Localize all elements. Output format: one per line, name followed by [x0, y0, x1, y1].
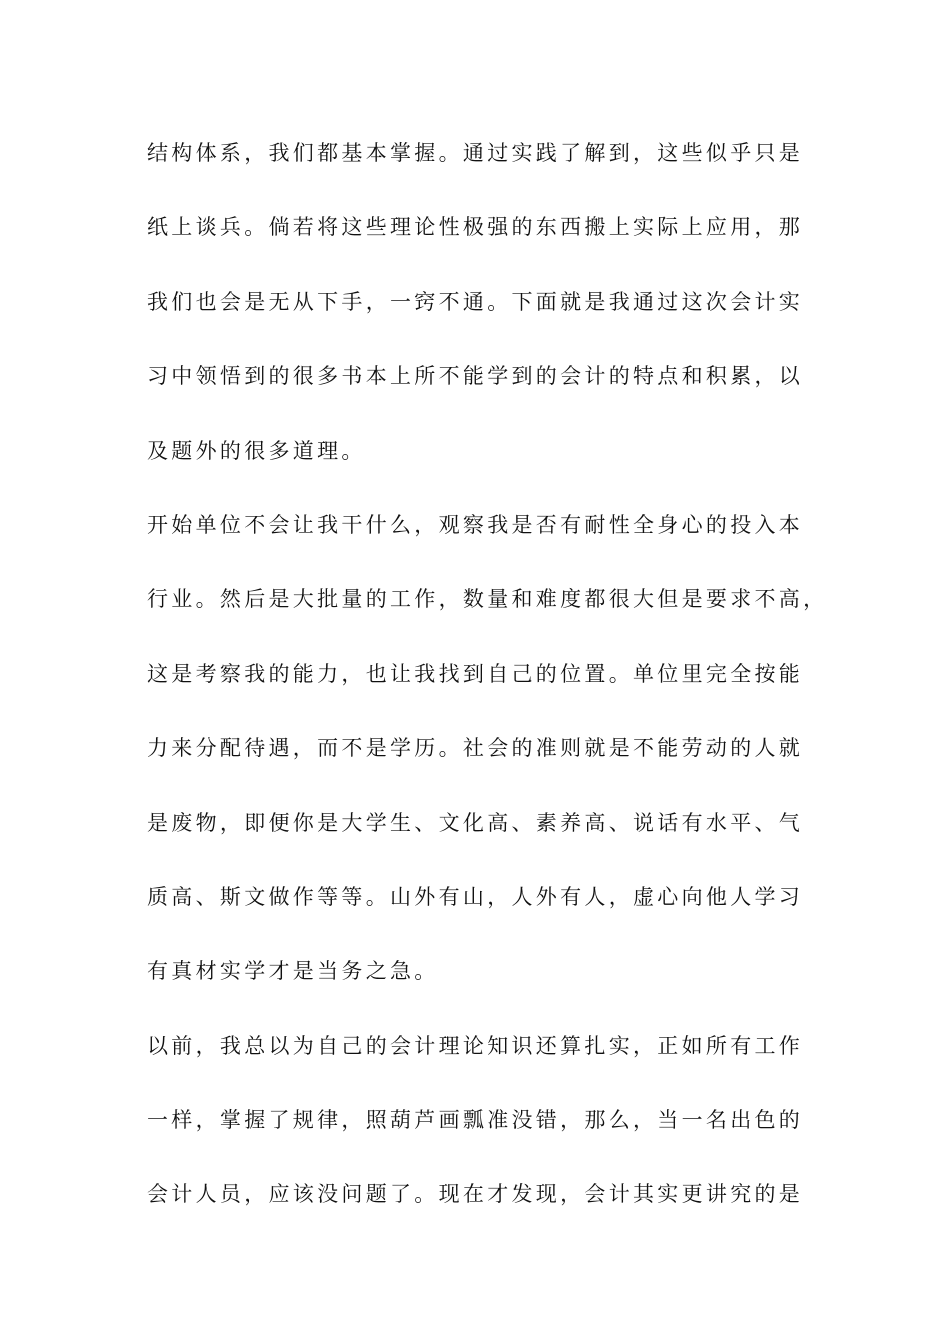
- text-line-13: 以前，我总以为自己的会计理论知识还算扎实，正如所有工作: [147, 1033, 804, 1058]
- text-line-11: 质高、斯文做作等等。山外有山，人外有人，虚心向他人学习: [147, 884, 804, 909]
- text-line-15: 会计人员，应该没问题了。现在才发现，会计其实更讲究的是: [147, 1182, 804, 1207]
- text-line-8: 这是考察我的能力，也让我找到自己的位置。单位里完全按能: [147, 661, 804, 686]
- text-line-10: 是废物，即便你是大学生、文化高、素养高、说话有水平、气: [147, 810, 804, 835]
- text-line-2: 纸上谈兵。倘若将这些理论性极强的东西搬上实际上应用，那: [147, 215, 804, 240]
- text-line-14: 一样，掌握了规律，照葫芦画瓢准没错，那么，当一名出色的: [147, 1108, 804, 1133]
- text-line-12: 有真材实学才是当务之急。: [147, 959, 439, 984]
- text-line-5: 及题外的很多道理。: [147, 438, 366, 463]
- text-line-1: 结构体系，我们都基本掌握。通过实践了解到，这些似乎只是: [147, 141, 804, 165]
- text-line-4: 习中领悟到的很多书本上所不能学到的会计的特点和积累，以: [147, 364, 804, 389]
- text-line-7: 行业。然后是大批量的工作，数量和难度都很大但是要求不高，: [147, 587, 828, 612]
- body-text: [147, 131, 828, 1247]
- text-line-6: 开始单位不会让我干什么，观察我是否有耐性全身心的投入本: [147, 512, 804, 537]
- text-line-9: 力来分配待遇，而不是学历。社会的准则就是不能劳动的人就: [147, 736, 804, 761]
- text-line-3: 我们也会是无从下手，一窍不通。下面就是我通过这次会计实: [147, 289, 804, 314]
